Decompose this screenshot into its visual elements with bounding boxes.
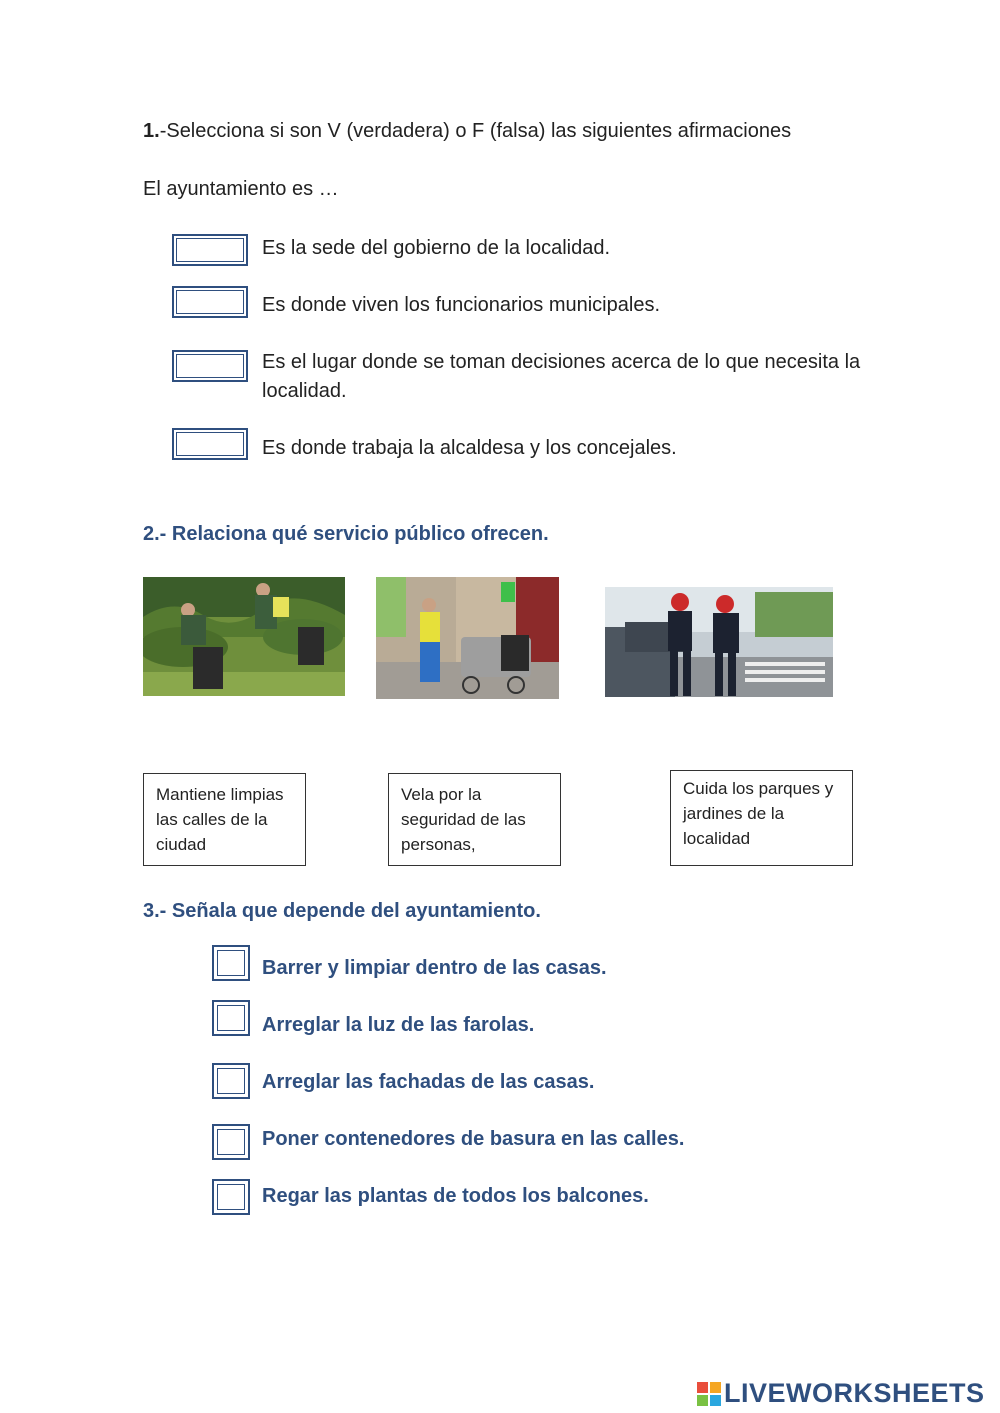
true-false-input-2[interactable] <box>172 286 248 318</box>
match-box-3[interactable]: Cuida los parques y jardines de la localidad <box>670 770 853 866</box>
option-2: Arreglar la luz de las farolas. <box>262 1014 535 1036</box>
option-3: Arreglar las fachadas de las casas. <box>262 1071 595 1093</box>
checkbox-3[interactable] <box>212 1063 250 1099</box>
checkbox-4[interactable] <box>212 1124 250 1160</box>
liveworksheets-logo <box>697 1378 985 1409</box>
section-1-lead: El ayuntamiento es … <box>143 178 339 200</box>
true-false-input-4[interactable] <box>172 428 248 460</box>
section-1-title-text: -Selecciona si son V (verdadera) o F (falsa) las siguientes afirmaciones <box>159 120 792 142</box>
match-box-1[interactable]: Mantiene limpias las calles de la ciudad <box>143 773 306 866</box>
statement-4: Es donde trabaja la alcaldesa y los concejales. <box>262 437 677 459</box>
brand-name: LIVEWORKSHEETS <box>724 1378 985 1408</box>
true-false-input-1[interactable] <box>172 234 248 266</box>
street-sweeper-illustration <box>376 577 559 699</box>
checkbox-1[interactable] <box>212 945 250 981</box>
statement-3: Es el lugar donde se toman decisiones acerca de lo que necesita la localidad. <box>262 351 861 402</box>
checkbox-2[interactable] <box>212 1000 250 1036</box>
police-photo[interactable] <box>605 587 833 697</box>
true-false-input-3[interactable] <box>172 350 248 382</box>
section-3-title: 3.- Señala que depende del ayuntamiento. <box>143 900 541 922</box>
option-5: Regar las plantas de todos los balcones. <box>262 1185 649 1207</box>
option-1: Barrer y limpiar dentro de las casas. <box>262 957 607 979</box>
logo-mark-icon <box>697 1382 721 1406</box>
checkbox-5[interactable] <box>212 1179 250 1215</box>
police-illustration <box>605 587 833 697</box>
statement-2: Es donde viven los funcionarios municipales. <box>262 294 660 316</box>
section-2-title: 2.- Relaciona qué servicio público ofrecen. <box>143 523 549 545</box>
match-box-2[interactable]: Vela por la seguridad de las personas, <box>388 773 561 866</box>
option-4: Poner contenedores de basura en las calles. <box>262 1128 685 1150</box>
section-1-title <box>143 120 791 143</box>
section-1-number: 1. <box>143 120 160 142</box>
statement-1: Es la sede del gobierno de la localidad. <box>262 237 611 259</box>
gardeners-photo[interactable] <box>143 577 345 696</box>
gardeners-illustration <box>143 577 345 696</box>
street-sweeper-photo[interactable] <box>376 577 559 699</box>
